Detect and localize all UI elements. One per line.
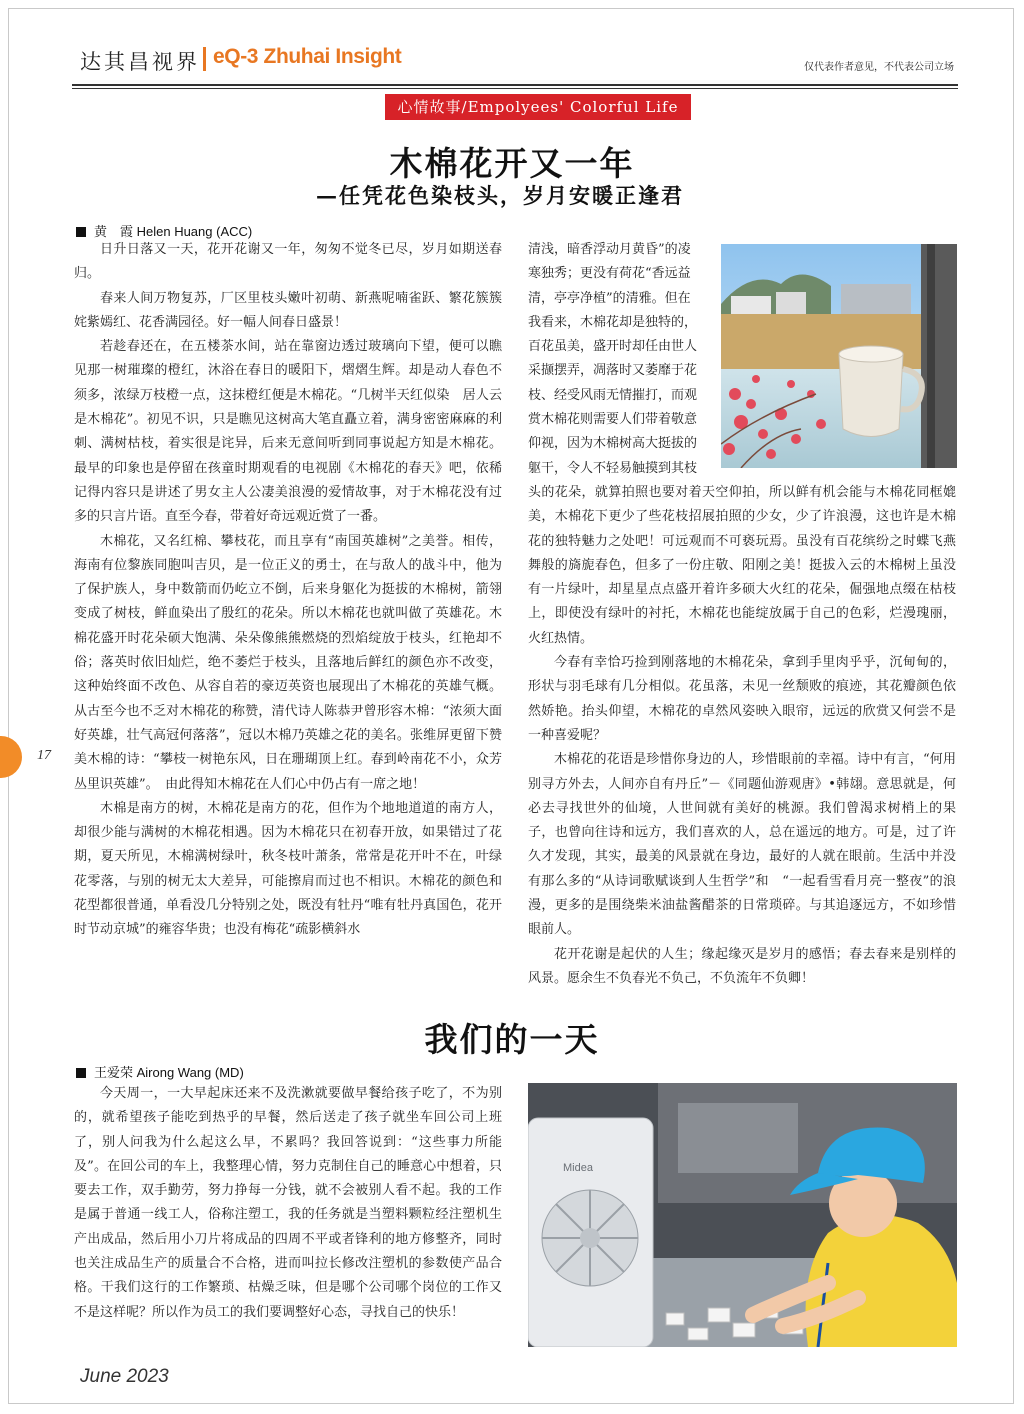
bullet-square-icon [76, 227, 86, 237]
fan-brand-label: Midea [563, 1162, 593, 1174]
header-rule-thin [72, 88, 958, 89]
text-line: 寒独秀；更没有荷花“香远益 [528, 266, 691, 282]
article2-column [74, 1082, 502, 1325]
window-view-mug-photo [721, 244, 957, 468]
text-line: 采撷摆弄，凋落时又萎靡于花 [528, 363, 698, 379]
photo2-illustration [528, 1083, 957, 1347]
text-line: 清，亭亭净植”的清雅。但在 [528, 290, 691, 306]
article1-paragraph: 春来人间万物复苏，厂区里枝头嫩叶初萌、新燕呢喃雀跃、繁花簇簇姹紫嫣红、花香满园径。好一幅人间春日盛景！ [74, 290, 502, 330]
article2-author [76, 1062, 244, 1081]
article1-paragraph: 日升日落又一天，花开花谢又一年，匆匆不觉冬已尽，岁月如期送春归。 [74, 242, 502, 282]
magazine-title-cn: 达其昌视界 [80, 50, 200, 74]
article1-left-column [74, 238, 502, 943]
text-line: 枝、经受风雨无情摧打，而观 [528, 387, 698, 403]
text-line: 躯干，令人不轻易触摸到其枝 [528, 460, 698, 476]
article2-title: 我们的一天 [424, 1020, 600, 1059]
article2-author-name: 王爱荣 Airong Wang (MD) [94, 1065, 244, 1080]
issue-date: June 2023 [80, 1366, 169, 1387]
article1-paragraph: 木棉花，又名红棉、攀枝花，而且享有“南国英雄树”之美誉。相传，海南有位黎族同胞叫吉贝，是一位正义的勇士，在与敌人的战斗中，他为了保护族人，身中数箭而仍屹立不倒，后来身躯化为挺拔的木棉树，箭翎变成了树枝，鲜血染出了殷红的花朵。所以木棉花也就叫做了英雄花。木棉花盛开时花朵硕大饱满、朵朵像熊熊燃烧的烈焰绽放于枝头，红艳却不俗；落英时依旧灿烂，绝不萎烂于枝头，且落地后鲜红的颜色亦不改变，这种始终面不改色、从容自若的豪迈英资也展现出了木棉花的英雄气概。从古至今也不乏对木棉花的称赞，清代诗人陈恭尹曾形容木棉：“浓须大面好英雄，壮气高冠何落落”，冠以木棉乃英雄之花的美名。张维屏更留下赞美木棉的诗：“攀枝一树艳东风，日在珊瑚顶上红。春到岭南花不小，众芳丛里识英雄”。 由此得知木棉花在人们心中仍占有一席之地！ [74, 533, 502, 792]
photo1-illustration [721, 244, 957, 468]
text-line: 赏木棉花则需要人们带着敬意 [528, 412, 698, 428]
text-line: 百花虽美，盛开时却任由世人 [528, 339, 698, 355]
article1-paragraph: 花开花谢是起伏的人生；缘起缘灭是岁月的感悟；春去春来是别样的风景。愿余生不负春光不负己，不负流年不负卿！ [528, 946, 956, 986]
text-line: 我看来，木棉花却是独特的， [528, 314, 698, 330]
text-line: 清浅，暗香浮动月黄昏”的凌 [528, 242, 691, 257]
article1-title: 木棉花开又一年 [389, 144, 635, 183]
page-number: 17 [37, 748, 51, 763]
article2-paragraph: 今天周一，一大早起床还来不及洗漱就要做早餐给孩子吃了，不为别的，就希望孩子能吃到热乎的早餐，然后送走了孩子就坐车回公司上班了，别人问我为什么起这么早，不累吗？我回答说到：“这些事力所能及”。在回公司的车上，我整理心情，努力克制住自己的睡意心中想着，只要去工作，双手勤劳，努力挣每一分钱，就不会被别人看不起。我的工作是属于普通一线工人，俗称注塑工，我的任务就是当塑料颗粒经注塑机生产出成品，然后用小刀片将成品的四周不平或者锋利的地方修整齐，同时也关注成品生产的质量合不合格，进而叫拉长修改注塑机的参数使产品合格。干我们这行的工作繁琐、枯燥乏味，但是哪个公司哪个岗位的工作又不是这样呢？所以作为员工的我们要调整好心态，寻找自己的快乐！ [74, 1086, 502, 1320]
factory-worker-photo [528, 1083, 957, 1347]
article1-subtitle: —任凭花色染枝头，岁月安暖正逢君 [316, 183, 684, 208]
article1-paragraph: 木棉花的花语是珍惜你身边的人，珍惜眼前的幸福。诗中有言，“何用别寻方外去，人间亦自有丹丘”－《同题仙游观唐》•韩翃。意思就是，何必去寻找世外的仙境，人世间就有美好的桃源。我们曾渴求树梢上的果子，也曾向往诗和远方，我们喜欢的人，总在遥远的地方。可是，过了许久才发现，其实，最美的风景就在身边，最好的人就在眼前。生活中并没有那么多的“从诗词歌赋谈到人生哲学”和 “一起看雪看月亮一整夜”的浪漫，更多的是围绕柴米油盐酱醋茶的日常琐碎。与其追逐远方，不如珍惜眼前人。 [528, 752, 956, 938]
disclaimer-text: 仅代表作者意见，不代表公司立场 [804, 62, 954, 73]
bullet-square-icon [76, 1068, 86, 1078]
article1-author-name: 黄 霞 Helen Huang (ACC) [94, 224, 253, 239]
header-separator [203, 47, 206, 71]
header-rule [72, 84, 958, 86]
magazine-title-en: eQ-3 Zhuhai Insight [213, 45, 402, 68]
article1-right-column [528, 481, 956, 991]
article1-paragraph: 若趁春还在，在五楼茶水间，站在靠窗边透过玻璃向下望，便可以瞧见那一树璀璨的橙红，沐浴在春日的暖阳下，熠熠生辉。却是动人春色不须多，浓绿万枝橙一点，这抹橙红便是木棉花。“几树半天红似染 居人云是木棉花”。初见不识，只是瞧见这树高大笔直矗立着，满身密密麻麻的利刺、满树枯枝，着实很是诧异，后来无意间听到同事说起方知是木棉花。最早的印象也是停留在孩童时期观看的电视剧《木棉花的春天》吧，依稀记得内容只是讲述了男女主人公凄美浪漫的爱情故事，对于木棉花没有过多的只言片语。直至今春，带着好奇远观近赏了一番。 [74, 339, 502, 525]
article1-paragraph: 木棉是南方的树，木棉花是南方的花，但作为个地地道道的南方人，却很少能与满树的木棉花相遇。因为木棉花只在初春开放，如果错过了花期，夏天所见，木棉满树绿叶，秋冬枝叶萧条，常常是花开叶不在，叶绿花零落，与别的树无太大差异，可能擦肩而过也不相识。木棉花的颜色和花型都很普通，单看没几分特别之处，既没有牡丹“唯有牡丹真国色，花开时节动京城”的雍容华贵；也没有梅花“疏影横斜水 [74, 800, 502, 938]
article1-right-top-column [528, 238, 718, 481]
section-tag: 心情故事/Empolyees' Colorful Life [385, 94, 691, 120]
text-line: 仰视，因为木棉树高大挺拔的 [528, 436, 698, 452]
article1-paragraph: 今春有幸恰巧捡到刚落地的木棉花朵，拿到手里肉乎乎，沉甸甸的，形状与羽毛球有几分相似。花虽落，未见一丝颓败的痕迹，其花瓣颜色依然娇艳。抬头仰望，木棉花的卓然风姿映入眼帘，远远的欣赏又何尝不是一种喜爱呢？ [528, 655, 956, 743]
article1-paragraph: 头的花朵，就算拍照也要对着天空仰拍，所以鲜有机会能与木棉花同框媲美，木棉花下更少了些花枝招展拍照的少女，少了许浪漫，这也许是木棉花的独特魅力之处吧！可远观而不可亵玩焉。虽没有百花缤纷之时蝶飞燕舞般的旖旎春色，但多了一份庄敬、阳刚之美！挺拔入云的木棉树上虽没有一片绿叶，却星星点点盛开着许多硕大火红的花朵，倔强地点缀在枯枝上，即使没有绿叶的衬托，木棉花也能绽放属于自己的色彩，烂漫瑰丽，火红热情。 [528, 485, 956, 646]
